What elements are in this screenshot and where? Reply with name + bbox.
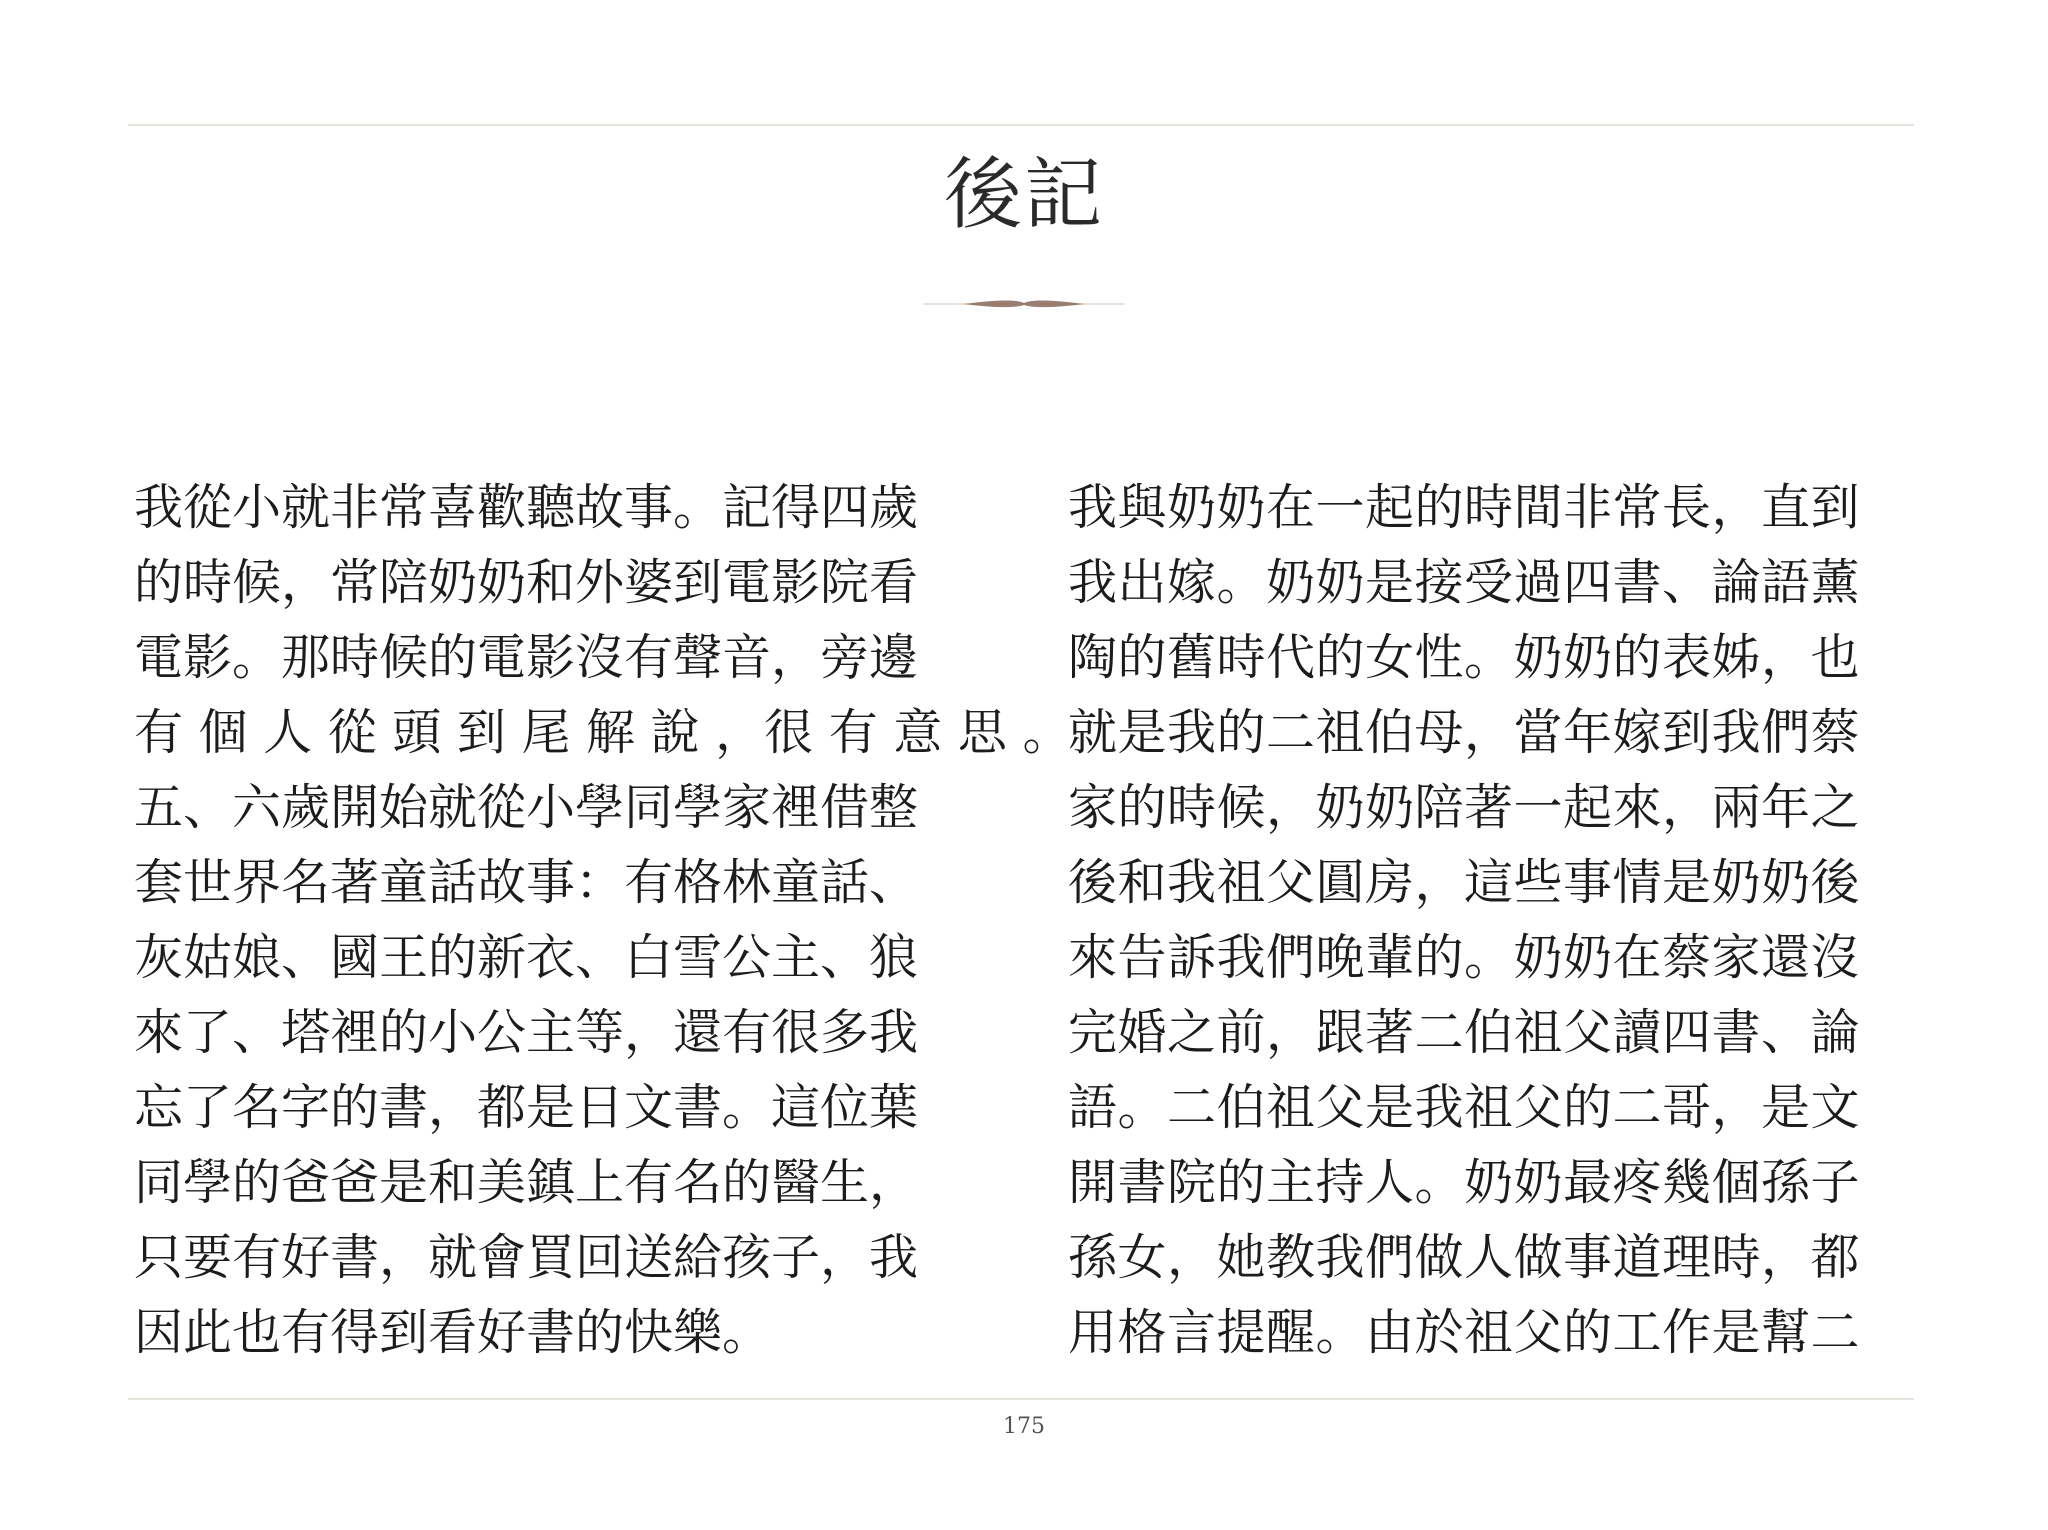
text-line: 同學的爸爸是和美鎮上有名的醫生， xyxy=(134,1154,919,1211)
text-line: 套世界名著童話故事：有格林童話、 xyxy=(134,854,919,911)
text-line: 就是我的二祖伯母，當年嫁到我們蔡 xyxy=(1068,704,1861,761)
text-line: 只要有好書，就會買回送給孩子，我 xyxy=(134,1229,919,1286)
text-line: 我從小就非常喜歡聽故事。記得四歲 xyxy=(134,479,919,536)
text-line: 電影。那時候的電影沒有聲音，旁邊 xyxy=(134,629,919,686)
text-line: 語。二伯祖父是我祖父的二哥，是文 xyxy=(1068,1079,1861,1136)
text-line: 我與奶奶在一起的時間非常長，直到 xyxy=(1068,479,1861,536)
text-line: 家的時候，奶奶陪著一起來，兩年之 xyxy=(1068,779,1861,836)
text-line: 開書院的主持人。奶奶最疼幾個孫子 xyxy=(1068,1154,1861,1211)
ornament-divider-icon xyxy=(924,294,1124,314)
text-line: 後和我祖父圓房，這些事情是奶奶後 xyxy=(1068,854,1861,911)
page-number: 175 xyxy=(1003,1414,1045,1439)
text-line: 的時候，常陪奶奶和外婆到電影院看 xyxy=(134,554,919,611)
text-line: 因此也有得到看好書的快樂。 xyxy=(134,1304,772,1361)
text-line: 灰姑娘、國王的新衣、白雪公主、狼 xyxy=(134,929,919,986)
top-rule xyxy=(128,124,1914,126)
text-line: 用格言提醒。由於祖父的工作是幫二 xyxy=(1068,1304,1861,1361)
right-column xyxy=(1068,470,1918,1370)
text-line: 完婚之前，跟著二伯祖父讀四書、論 xyxy=(1068,1004,1861,1061)
text-line: 有 個 人 從 頭 到 尾 解 說 ，很 有 意 思 。 xyxy=(134,704,1072,761)
text-line: 陶的舊時代的女性。奶奶的表姊，也 xyxy=(1068,629,1861,686)
left-column xyxy=(134,470,1072,1370)
text-line: 來了、塔裡的小公主等，還有很多我 xyxy=(134,1004,919,1061)
text-line: 五、六歲開始就從小學同學家裡借整 xyxy=(134,779,919,836)
text-line: 忘了名字的書，都是日文書。這位葉 xyxy=(134,1079,919,1136)
page-title: 後記 xyxy=(943,150,1104,240)
text-line: 來告訴我們晚輩的。奶奶在蔡家還沒 xyxy=(1068,929,1861,986)
text-line: 我出嫁。奶奶是接受過四書、論語薰 xyxy=(1068,554,1861,611)
bottom-rule xyxy=(128,1398,1914,1400)
text-line: 孫女，她教我們做人做事道理時，都 xyxy=(1068,1229,1861,1286)
